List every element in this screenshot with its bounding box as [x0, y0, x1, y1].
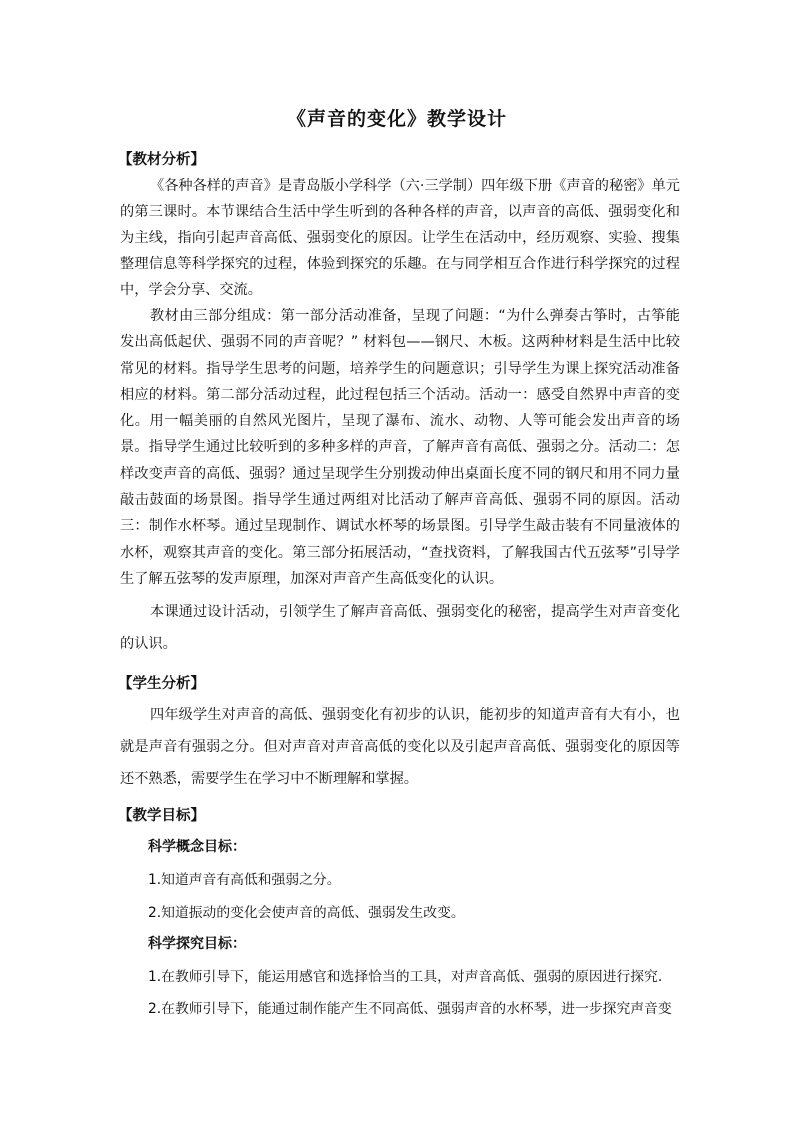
list-item-concept-goal: 2.知道振动的变化会使声音的高低、强弱发生改变。: [148, 905, 465, 921]
paragraph-textbook-intro: 《各种各样的声音》是青岛版小学科学（六·三学制）四年级下册《声音的秘密》单元的第三课时。本节课结合生活中学生听到的各种各样的声音，以声音的高低、强弱变化和为主线，指向引起声音高低、强弱变化的原因。让学生在活动中，经历观察、实验、搜集整理信息等科学探究的过程，体验到探究的乐趣。在与同学相互合作进行科学探究的过程中，学会分享、交流。: [120, 178, 680, 298]
subheading-concept-goals: 科学概念目标：: [148, 839, 246, 855]
list-item-inquiry-goal: 1.在教师引导下，能运用感官和选择恰当的工具，对声音高低、强弱的原因进行探究.: [148, 969, 663, 985]
section-heading-student-analysis: 【学生分析】: [118, 676, 205, 692]
section-heading-textbook-analysis: 【教材分析】: [118, 152, 205, 168]
paragraph-textbook-summary: 本课通过设计活动，引领学生了解声音高低、强弱变化的秘密，提高学生对声音变化的认识。: [120, 604, 680, 652]
document-title: 《声音的变化》教学设计: [286, 108, 507, 130]
paragraph-textbook-structure: 教材由三部分组成：第一部分活动准备，呈现了问题：“为什么弹奏古筝时，古筝能发出高低起伏、强弱不同的声音呢？” 材料包——钢尺、木板。这两种材料是生活中比较常见的材料。指导学生思考的问题，培养学生的问题意识；引导学生为课上探究活动准备相应的材料。第二部分活动过程，此过程包括三个活动。活动一：感受自然界中声音的变化。用一幅美丽的自然风光图片，呈现了瀑布、流水、动物、人等可能会发出声音的场景。指导学生通过比较听到的多种多样的声音，了解声音有高低、强弱之分。活动二：怎样改变声音的高低、强弱？通过呈现学生分别拨动伸出桌面长度不同的钢尺和用不同力量敲击鼓面的场景图。指导学生通过两组对比活动了解声音高低、强弱不同的原因。活动三：制作水杯琴。通过呈现制作、调试水杯琴的场景图。引导学生敲击装有不同量液体的水杯，观察其声音的变化。第三部分拓展活动，“查找资料，了解我国古代五弦琴”引导学生了解五弦琴的发声原理，加深对声音产生高低变化的认识。: [120, 308, 680, 587]
list-item-concept-goal: 1.知道声音有高低和强弱之分。: [148, 872, 341, 888]
subheading-inquiry-goals: 科学探究目标：: [148, 936, 246, 952]
section-heading-teaching-goals: 【教学目标】: [118, 808, 205, 824]
list-item-inquiry-goal: 2.在教师引导下，能通过制作能产生不同高低、强弱声音的水杯琴，进一步探究声音变: [148, 1001, 672, 1017]
paragraph-student-analysis: 四年级学生对声音的高低、强弱变化有初步的认识，能初步的知道声音有大有小，也就是声音有强弱之分。但对声音对声音高低的变化以及引起声音高低、强弱变化的原因等还不熟悉，需要学生在学习中不断理解和掌握。: [120, 707, 680, 787]
